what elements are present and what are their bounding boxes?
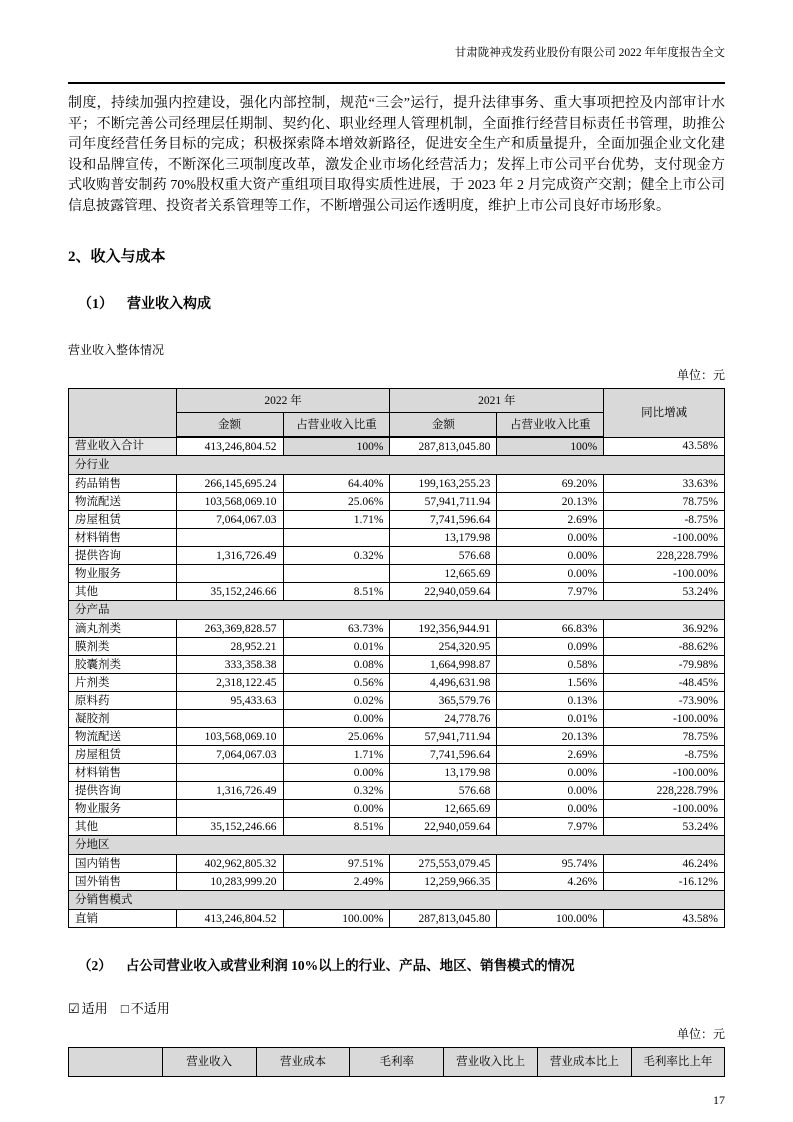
amount-2022-cell: 95,433.63 bbox=[176, 692, 283, 710]
row-label-cell: 提供咨询 bbox=[69, 547, 177, 565]
table-row bbox=[69, 475, 725, 493]
yoy-cell: 228,228.79% bbox=[604, 782, 725, 800]
row-label-cell: 物流配送 bbox=[69, 728, 177, 746]
amount-2021-cell: 24,778.76 bbox=[390, 710, 497, 728]
row-label-cell: 胶囊剂类 bbox=[69, 656, 177, 674]
amount-2021-cell: 365,579.76 bbox=[390, 692, 497, 710]
share-2022-cell: 0.32% bbox=[283, 547, 390, 565]
cost-table-header-cell: 营业收入 bbox=[162, 1048, 256, 1077]
share-2021-cell: 100.00% bbox=[497, 910, 604, 928]
share-2021-cell: 0.09% bbox=[497, 638, 604, 656]
yoy-cell: -100.00% bbox=[604, 710, 725, 728]
row-label-cell: 其他 bbox=[69, 818, 177, 836]
section-divider-row bbox=[69, 456, 725, 475]
amount-2022-cell bbox=[176, 800, 283, 818]
row-label-cell: 提供咨询 bbox=[69, 782, 177, 800]
amount-2022-cell: 1,316,726.49 bbox=[176, 547, 283, 565]
table-row bbox=[69, 547, 725, 565]
applicable-label: 适用 bbox=[81, 1001, 108, 1016]
table-row bbox=[69, 656, 725, 674]
section-divider-row bbox=[69, 836, 725, 855]
share-2021-cell: 0.00% bbox=[497, 782, 604, 800]
amount-2022-cell: 413,246,804.52 bbox=[176, 910, 283, 928]
amount-2021-cell: 12,665.69 bbox=[390, 565, 497, 583]
amount-2022-cell: 7,064,067.03 bbox=[176, 511, 283, 529]
amount-2021-cell: 57,941,711.94 bbox=[390, 493, 497, 511]
share-2021-cell: 7.97% bbox=[497, 818, 604, 836]
share-2021-cell: 1.56% bbox=[497, 674, 604, 692]
unit-label: 单位：元 bbox=[676, 1027, 725, 1041]
row-label-cell: 直销 bbox=[69, 910, 177, 928]
share-2021-cell: 0.00% bbox=[497, 565, 604, 583]
share-2022-cell: 97.51% bbox=[283, 855, 390, 873]
revenue-table-body bbox=[69, 437, 725, 928]
yoy-cell: 43.58% bbox=[604, 437, 725, 456]
cost-table-header-cell: 毛利率 bbox=[350, 1048, 444, 1077]
amount-2022-cell: 1,316,726.49 bbox=[176, 782, 283, 800]
amount-2021-cell: 192,356,944.91 bbox=[390, 620, 497, 638]
section-name-cell: 分行业 bbox=[69, 456, 725, 475]
yoy-cell: -100.00% bbox=[604, 764, 725, 782]
table-row bbox=[69, 764, 725, 782]
share-2022-cell bbox=[283, 529, 390, 547]
yoy-cell: -73.90% bbox=[604, 692, 725, 710]
amount-2021-cell: 7,741,596.64 bbox=[390, 746, 497, 764]
share-2022-cell: 0.01% bbox=[283, 638, 390, 656]
not-applicable-label: 不适用 bbox=[130, 1001, 170, 1016]
amount-2021-cell: 22,940,059.64 bbox=[390, 818, 497, 836]
amount-2022-cell bbox=[176, 764, 283, 782]
share-2022-cell: 0.08% bbox=[283, 656, 390, 674]
yoy-cell: -100.00% bbox=[604, 565, 725, 583]
table-row bbox=[69, 529, 725, 547]
row-label-cell: 房屋租赁 bbox=[69, 511, 177, 529]
subsection-2-title: 占公司营业收入或营业利润 10%以上的行业、产品、地区、销售模式的情况 bbox=[125, 958, 575, 973]
share-2022-cell: 1.71% bbox=[283, 511, 390, 529]
share-2021-cell: 0.00% bbox=[497, 764, 604, 782]
amount-2022-cell: 413,246,804.52 bbox=[176, 437, 283, 456]
share-2021-cell: 0.00% bbox=[497, 800, 604, 818]
amount-2021-cell: 254,320.95 bbox=[390, 638, 497, 656]
page-header bbox=[68, 46, 725, 84]
table-caption: 营业收入整体情况 bbox=[68, 343, 165, 357]
amount-2022-cell bbox=[176, 710, 283, 728]
row-label-cell: 房屋租赁 bbox=[69, 746, 177, 764]
table-row bbox=[69, 674, 725, 692]
subsection-2-heading bbox=[78, 954, 725, 974]
amount-2022-cell: 2,318,122.45 bbox=[176, 674, 283, 692]
yoy-cell: 53.24% bbox=[604, 583, 725, 601]
table-row bbox=[69, 493, 725, 511]
table-row bbox=[69, 728, 725, 746]
share-2021-cell: 100% bbox=[497, 437, 604, 456]
table-row bbox=[69, 800, 725, 818]
yoy-cell: 228,228.79% bbox=[604, 547, 725, 565]
share-2022-cell: 64.40% bbox=[283, 475, 390, 493]
year-2021-header: 2021 年 bbox=[390, 389, 604, 413]
share-2021-cell: 69.20% bbox=[497, 475, 604, 493]
section-divider-row bbox=[69, 891, 725, 910]
share-2022-cell: 25.06% bbox=[283, 728, 390, 746]
share-2021-cell: 20.13% bbox=[497, 493, 604, 511]
share-2021-cell: 0.13% bbox=[497, 692, 604, 710]
table-row bbox=[69, 818, 725, 836]
row-label-cell: 原料药 bbox=[69, 692, 177, 710]
share-2022-cell: 1.71% bbox=[283, 746, 390, 764]
amount-2021-cell: 199,163,255.23 bbox=[390, 475, 497, 493]
table-row bbox=[69, 583, 725, 601]
table-row bbox=[69, 910, 725, 928]
amount-2022-cell: 10,283,999.20 bbox=[176, 873, 283, 891]
row-label-cell: 材料销售 bbox=[69, 529, 177, 547]
row-label-cell: 营业收入合计 bbox=[69, 437, 177, 456]
section-heading: 2、收入与成本 bbox=[68, 249, 166, 265]
row-label-cell: 滴丸剂类 bbox=[69, 620, 177, 638]
row-label-cell: 物流配送 bbox=[69, 493, 177, 511]
amount-2022-cell: 263,369,828.57 bbox=[176, 620, 283, 638]
share-2022-cell: 25.06% bbox=[283, 493, 390, 511]
table-header-row bbox=[69, 389, 725, 413]
share-2021-header: 占营业收入比重 bbox=[497, 413, 604, 438]
amount-2022-cell bbox=[176, 565, 283, 583]
cost-table-header-cell: 营业成本比上 bbox=[537, 1048, 631, 1077]
amount-2021-cell: 576.68 bbox=[390, 782, 497, 800]
yoy-cell: 46.24% bbox=[604, 855, 725, 873]
amount-2022-cell bbox=[176, 529, 283, 547]
row-label-cell: 膜剂类 bbox=[69, 638, 177, 656]
yoy-cell: 33.63% bbox=[604, 475, 725, 493]
amount-2022-cell: 333,358.38 bbox=[176, 656, 283, 674]
amount-2022-cell: 28,952.21 bbox=[176, 638, 283, 656]
corner-cell bbox=[69, 389, 177, 438]
yoy-cell: -79.98% bbox=[604, 656, 725, 674]
row-label-cell: 药品销售 bbox=[69, 475, 177, 493]
share-2022-cell: 8.51% bbox=[283, 583, 390, 601]
amount-2021-cell: 287,813,045.80 bbox=[390, 910, 497, 928]
share-2022-cell bbox=[283, 565, 390, 583]
share-2022-header: 占营业收入比重 bbox=[283, 413, 390, 438]
amount-2021-cell: 576.68 bbox=[390, 547, 497, 565]
share-2022-cell: 100.00% bbox=[283, 910, 390, 928]
table-row bbox=[69, 638, 725, 656]
applicable-option bbox=[68, 1001, 108, 1016]
amount-2022-cell: 35,152,246.66 bbox=[176, 583, 283, 601]
yoy-cell: 78.75% bbox=[604, 493, 725, 511]
share-2021-cell: 0.58% bbox=[497, 656, 604, 674]
not-applicable-option bbox=[121, 1001, 170, 1016]
unit-label: 单位：元 bbox=[676, 368, 725, 382]
table-row bbox=[69, 692, 725, 710]
subsection-2-index: （2） bbox=[78, 958, 112, 973]
section-name-cell: 分产品 bbox=[69, 601, 725, 620]
yoy-cell: 78.75% bbox=[604, 728, 725, 746]
share-2022-cell: 8.51% bbox=[283, 818, 390, 836]
share-2022-cell: 0.56% bbox=[283, 674, 390, 692]
share-2021-cell: 7.97% bbox=[497, 583, 604, 601]
table-row bbox=[69, 620, 725, 638]
amount-2021-cell: 1,664,998.87 bbox=[390, 656, 497, 674]
row-label-cell: 材料销售 bbox=[69, 764, 177, 782]
subsection-1-index: （1） bbox=[78, 297, 113, 312]
row-label-cell: 片剂类 bbox=[69, 674, 177, 692]
cost-table-header-cell: 营业收入比上 bbox=[444, 1048, 538, 1077]
row-label-cell: 凝胶剂 bbox=[69, 710, 177, 728]
amount-2022-cell: 266,145,695.24 bbox=[176, 475, 283, 493]
cost-table-header-cell: 毛利率比上年 bbox=[631, 1048, 724, 1077]
amount-2021-cell: 275,553,079.45 bbox=[390, 855, 497, 873]
cost-table bbox=[68, 1047, 725, 1077]
yoy-cell: -8.75% bbox=[604, 511, 725, 529]
yoy-cell: 43.58% bbox=[604, 910, 725, 928]
section-name-cell: 分地区 bbox=[69, 836, 725, 855]
share-2022-cell: 0.02% bbox=[283, 692, 390, 710]
applicability-line bbox=[68, 998, 725, 1017]
share-2021-cell: 0.01% bbox=[497, 710, 604, 728]
yoy-cell: 53.24% bbox=[604, 818, 725, 836]
body-paragraph: 制度，持续加强内控建设，强化内部控制，规范“三会”运行，提升法律事务、重大事项把控及内部审计水平；不断完善公司经理层任期制、契约化、职业经理人管理机制，全面推行经营目标责任书管理，助推公司年度经营任务目标的完成；积极探索降本增效新路径，促进安全生产和质量提升，全面加强企业文化建设和品牌宣传，不断深化三项制度改革，激发企业市场化经营活力；发挥上市公司平台优势，支付现金方式收购普安制药 70%股权重大资产重组项目取得实质性进展，于 2023 年 2 月完成资产交割；健全上市公司信息披露管理、投资者关系管理等工作，不断增强公司运作透明度，维护上市公司良好市场形象。 bbox=[68, 96, 725, 214]
share-2021-cell: 66.83% bbox=[497, 620, 604, 638]
share-2021-cell: 0.00% bbox=[497, 547, 604, 565]
revenue-table bbox=[68, 388, 725, 928]
amount-2021-cell: 7,741,596.64 bbox=[390, 511, 497, 529]
amount-2021-cell: 13,179.98 bbox=[390, 764, 497, 782]
yoy-cell: 36.92% bbox=[604, 620, 725, 638]
share-2022-cell: 63.73% bbox=[283, 620, 390, 638]
yoy-cell: -8.75% bbox=[604, 746, 725, 764]
revenue-table-header bbox=[69, 389, 725, 438]
yoy-cell: -16.12% bbox=[604, 873, 725, 891]
unchecked-checkbox-icon: □ bbox=[120, 1001, 129, 1016]
amount-2021-cell: 22,940,059.64 bbox=[390, 583, 497, 601]
yoy-cell: -88.62% bbox=[604, 638, 725, 656]
share-2021-cell: 2.69% bbox=[497, 746, 604, 764]
table-row bbox=[69, 873, 725, 891]
section-name-cell: 分销售模式 bbox=[69, 891, 725, 910]
table-row bbox=[69, 855, 725, 873]
amount-2021-cell: 57,941,711.94 bbox=[390, 728, 497, 746]
table-row bbox=[69, 511, 725, 529]
table-row bbox=[69, 565, 725, 583]
amount-2022-cell: 103,568,069.10 bbox=[176, 728, 283, 746]
share-2022-cell: 100% bbox=[283, 437, 390, 456]
table-row bbox=[69, 746, 725, 764]
amount-2021-cell: 13,179.98 bbox=[390, 529, 497, 547]
table-row bbox=[69, 710, 725, 728]
share-2022-cell: 0.32% bbox=[283, 782, 390, 800]
row-label-cell: 国外销售 bbox=[69, 873, 177, 891]
share-2022-cell: 0.00% bbox=[283, 764, 390, 782]
row-label-cell: 其他 bbox=[69, 583, 177, 601]
share-2021-cell: 20.13% bbox=[497, 728, 604, 746]
cost-table-header-row bbox=[69, 1048, 725, 1077]
row-label-cell: 物业服务 bbox=[69, 800, 177, 818]
yoy-cell: -100.00% bbox=[604, 529, 725, 547]
page-header-title: 甘肃陇神戎发药业股份有限公司 2022 年年度报告全文 bbox=[454, 47, 725, 59]
table-row bbox=[69, 782, 725, 800]
checked-checkbox-icon: ☑ bbox=[68, 1001, 80, 1016]
section-divider-row bbox=[69, 601, 725, 620]
table-row bbox=[69, 437, 725, 456]
yoy-header: 同比增减 bbox=[604, 389, 725, 438]
row-label-cell: 物业服务 bbox=[69, 565, 177, 583]
cost-table-header-cell: 营业成本 bbox=[256, 1048, 350, 1077]
share-2022-cell: 0.00% bbox=[283, 710, 390, 728]
row-label-cell: 国内销售 bbox=[69, 855, 177, 873]
amount-2022-cell: 7,064,067.03 bbox=[176, 746, 283, 764]
subsection-1-title: 营业收入构成 bbox=[127, 297, 211, 312]
amount-2022-header: 金额 bbox=[176, 413, 283, 438]
amount-2021-cell: 12,259,966.35 bbox=[390, 873, 497, 891]
share-2022-cell: 2.49% bbox=[283, 873, 390, 891]
yoy-cell: -48.45% bbox=[604, 674, 725, 692]
yoy-cell: -100.00% bbox=[604, 800, 725, 818]
amount-2021-cell: 12,665.69 bbox=[390, 800, 497, 818]
amount-2021-header: 金额 bbox=[390, 413, 497, 438]
year-2022-header: 2022 年 bbox=[176, 389, 390, 413]
amount-2022-cell: 103,568,069.10 bbox=[176, 493, 283, 511]
share-2021-cell: 2.69% bbox=[497, 511, 604, 529]
amount-2022-cell: 402,962,805.32 bbox=[176, 855, 283, 873]
share-2021-cell: 4.26% bbox=[497, 873, 604, 891]
amount-2022-cell: 35,152,246.66 bbox=[176, 818, 283, 836]
share-2022-cell: 0.00% bbox=[283, 800, 390, 818]
subsection-1-heading bbox=[78, 293, 725, 313]
share-2021-cell: 0.00% bbox=[497, 529, 604, 547]
page-number: 17 bbox=[713, 1093, 725, 1107]
share-2021-cell: 95.74% bbox=[497, 855, 604, 873]
amount-2021-cell: 4,496,631.98 bbox=[390, 674, 497, 692]
corner-cell bbox=[69, 1048, 163, 1077]
amount-2021-cell: 287,813,045.80 bbox=[390, 437, 497, 456]
